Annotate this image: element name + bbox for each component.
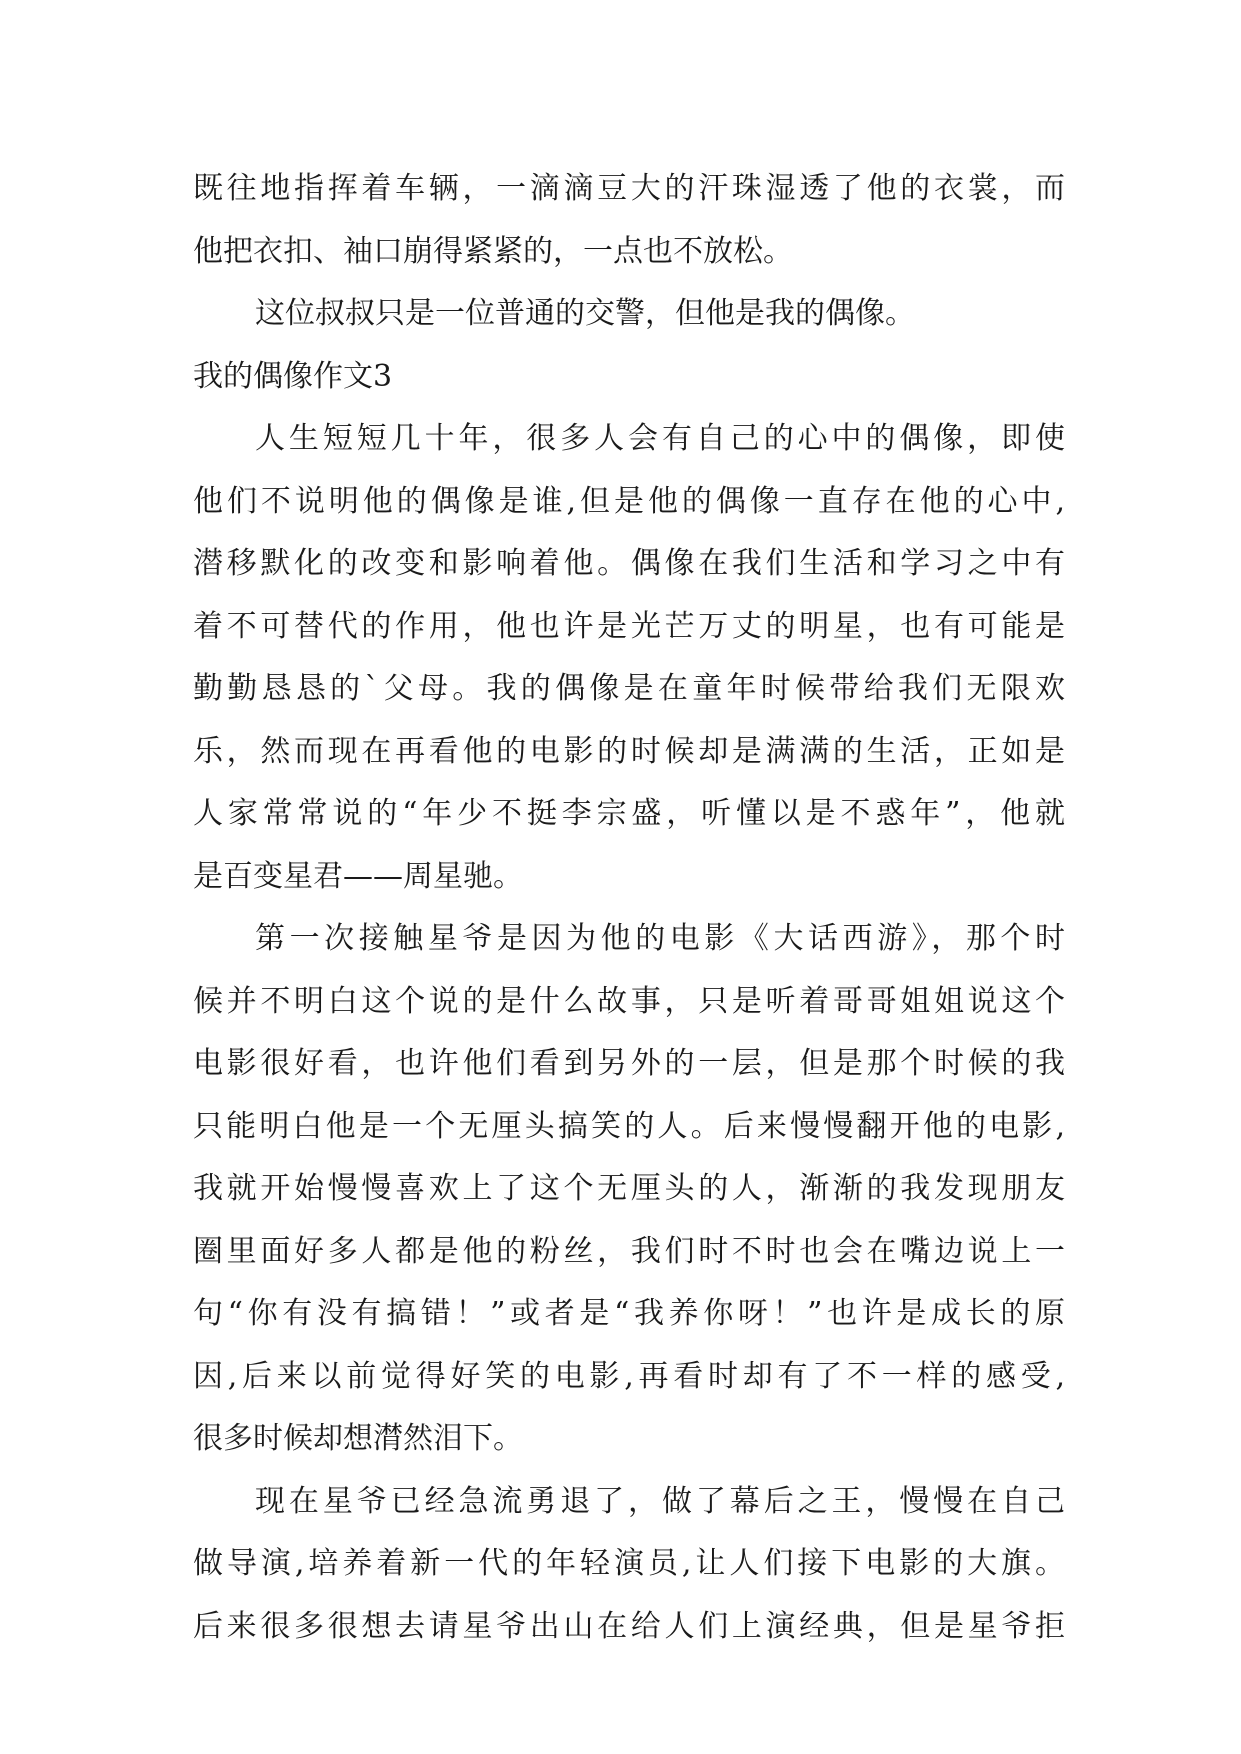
document-body bbox=[193, 158, 1065, 1658]
text-line: 后来很多很想去请星爷出山在给人们上演经典，但是星爷拒 bbox=[193, 1608, 1065, 1644]
text-line: 他把衣扣、袖口崩得紧紧的，一点也不放松。 bbox=[193, 233, 793, 269]
text-line: 勤勤恳恳的`父母。我的偶像是在童年时候带给我们无限欢 bbox=[193, 671, 1065, 706]
text-line: 只能明白他是一个无厘头搞笑的人。后来慢慢翻开他的电影, bbox=[193, 1108, 1065, 1144]
text-line: 着不可替代的作用，他也许是光芒万丈的明星，也有可能是 bbox=[193, 608, 1065, 644]
text-line: 我就开始慢慢喜欢上了这个无厘头的人，渐渐的我发现朋友 bbox=[193, 1171, 1065, 1206]
text-line: 圈里面好多人都是他的粉丝，我们时不时也会在嘴边说上一 bbox=[193, 1233, 1065, 1269]
text-line: 电影很好看，也许他们看到另外的一层，但是那个时候的我 bbox=[193, 1046, 1065, 1081]
text-line: 候并不明白这个说的是什么故事，只是听着哥哥姐姐说这个 bbox=[193, 983, 1065, 1019]
text-line: 第一次接触星爷是因为他的电影《大话西游》，那个时 bbox=[255, 921, 1065, 956]
text-line: 很多时候却想潸然泪下。 bbox=[193, 1421, 523, 1456]
text-line: 是百变星君——周星驰。 bbox=[193, 858, 523, 894]
text-line: 因,后来以前觉得好笑的电影,再看时却有了不一样的感受, bbox=[193, 1358, 1065, 1394]
text-line: 人家常常说的“年少不挺李宗盛，听懂以是不惑年”，他就 bbox=[193, 796, 1065, 831]
text-line: 人生短短几十年，很多人会有自己的心中的偶像，即使 bbox=[255, 421, 1065, 456]
text-line: 潜移默化的改变和影响着他。偶像在我们生活和学习之中有 bbox=[193, 546, 1065, 581]
section-heading: 我的偶像作文3 bbox=[193, 358, 393, 394]
text-line: 现在星爷已经急流勇退了，做了幕后之王，慢慢在自己 bbox=[255, 1483, 1065, 1519]
text-line: 他们不说明他的偶像是谁,但是他的偶像一直存在他的心中, bbox=[193, 483, 1065, 519]
text-line: 这位叔叔只是一位普通的交警，但他是我的偶像。 bbox=[255, 296, 915, 331]
text-line: 做导演,培养着新一代的年轻演员,让人们接下电影的大旗。 bbox=[193, 1546, 1065, 1581]
text-line: 既往地指挥着车辆，一滴滴豆大的汗珠湿透了他的衣裳，而 bbox=[193, 171, 1065, 206]
text-line: 乐，然而现在再看他的电影的时候却是满满的生活，正如是 bbox=[193, 733, 1065, 769]
text-line: 句“你有没有搞错！”或者是“我养你呀！”也许是成长的原 bbox=[193, 1296, 1065, 1331]
